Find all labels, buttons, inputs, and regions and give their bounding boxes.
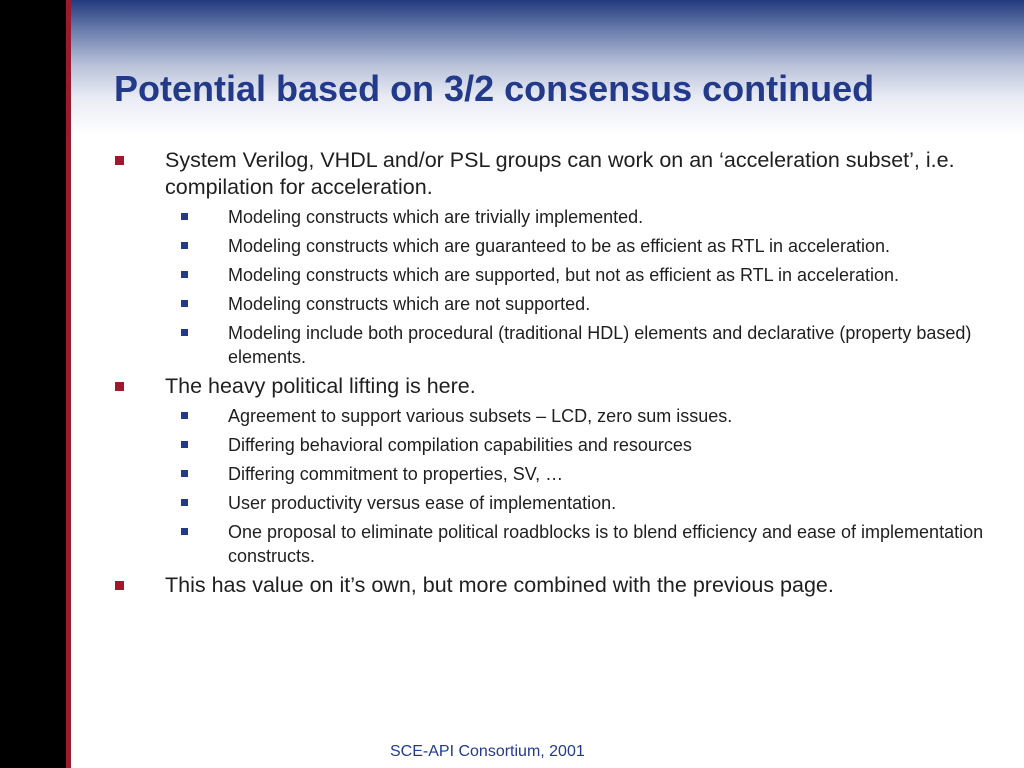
sub-bullet-text: Modeling include both procedural (traditional HDL) elements and declarative (property based) elements. <box>228 323 972 367</box>
sub-bullet-item <box>114 491 994 515</box>
small-square-bullet-icon <box>181 300 188 307</box>
small-square-bullet-icon <box>181 499 188 506</box>
sub-bullet-text: Modeling constructs which are trivially implemented. <box>228 207 644 227</box>
square-bullet-icon <box>115 156 124 165</box>
square-bullet-icon <box>115 382 124 391</box>
sub-bullet-text: Modeling constructs which are guaranteed to be as efficient as RTL in acceleration. <box>228 236 891 256</box>
left-black-bar <box>0 0 66 768</box>
sub-bullet-text: Differing behavioral compilation capabilities and resources <box>228 435 692 455</box>
sub-bullet-item <box>114 263 994 287</box>
small-square-bullet-icon <box>181 441 188 448</box>
sub-bullet-item <box>114 433 994 457</box>
sub-bullet-item <box>114 205 994 229</box>
small-square-bullet-icon <box>181 412 188 419</box>
sub-bullet-text: Modeling constructs which are supported, but not as efficient as RTL in acceleration. <box>228 265 900 285</box>
sub-bullet-text: User productivity versus ease of implementation. <box>228 493 617 513</box>
slide-title: Potential based on 3/2 consensus continued <box>114 68 875 109</box>
bullet-text: This has value on it’s own, but more combined with the previous page. <box>165 573 834 597</box>
bullet-item <box>114 373 994 400</box>
bullet-item <box>114 572 994 599</box>
small-square-bullet-icon <box>181 528 188 535</box>
sub-bullet-item <box>114 292 994 316</box>
small-square-bullet-icon <box>181 329 188 336</box>
bullet-item <box>114 147 994 201</box>
sub-bullet-item <box>114 462 994 486</box>
small-square-bullet-icon <box>181 470 188 477</box>
sub-bullet-item <box>114 520 994 568</box>
slide-footer: SCE-API Consortium, 2001 <box>390 743 585 760</box>
sub-bullet-text: Modeling constructs which are not supported. <box>228 294 591 314</box>
sub-bullet-item <box>114 321 994 369</box>
sub-bullet-item <box>114 404 994 428</box>
slide-body <box>114 143 994 599</box>
sub-bullet-text: One proposal to eliminate political roadblocks is to blend efficiency and ease of implementation constructs. <box>228 522 984 566</box>
small-square-bullet-icon <box>181 271 188 278</box>
small-square-bullet-icon <box>181 242 188 249</box>
bullet-text: The heavy political lifting is here. <box>165 374 476 398</box>
sub-bullet-text: Agreement to support various subsets – LCD, zero sum issues. <box>228 406 733 426</box>
square-bullet-icon <box>115 581 124 590</box>
small-square-bullet-icon <box>181 213 188 220</box>
sub-bullet-text: Differing commitment to properties, SV, … <box>228 464 564 484</box>
sub-bullet-item <box>114 234 994 258</box>
bullet-text: System Verilog, VHDL and/or PSL groups can work on an ‘acceleration subset’, i.e. compilation for acceleration. <box>165 148 955 199</box>
